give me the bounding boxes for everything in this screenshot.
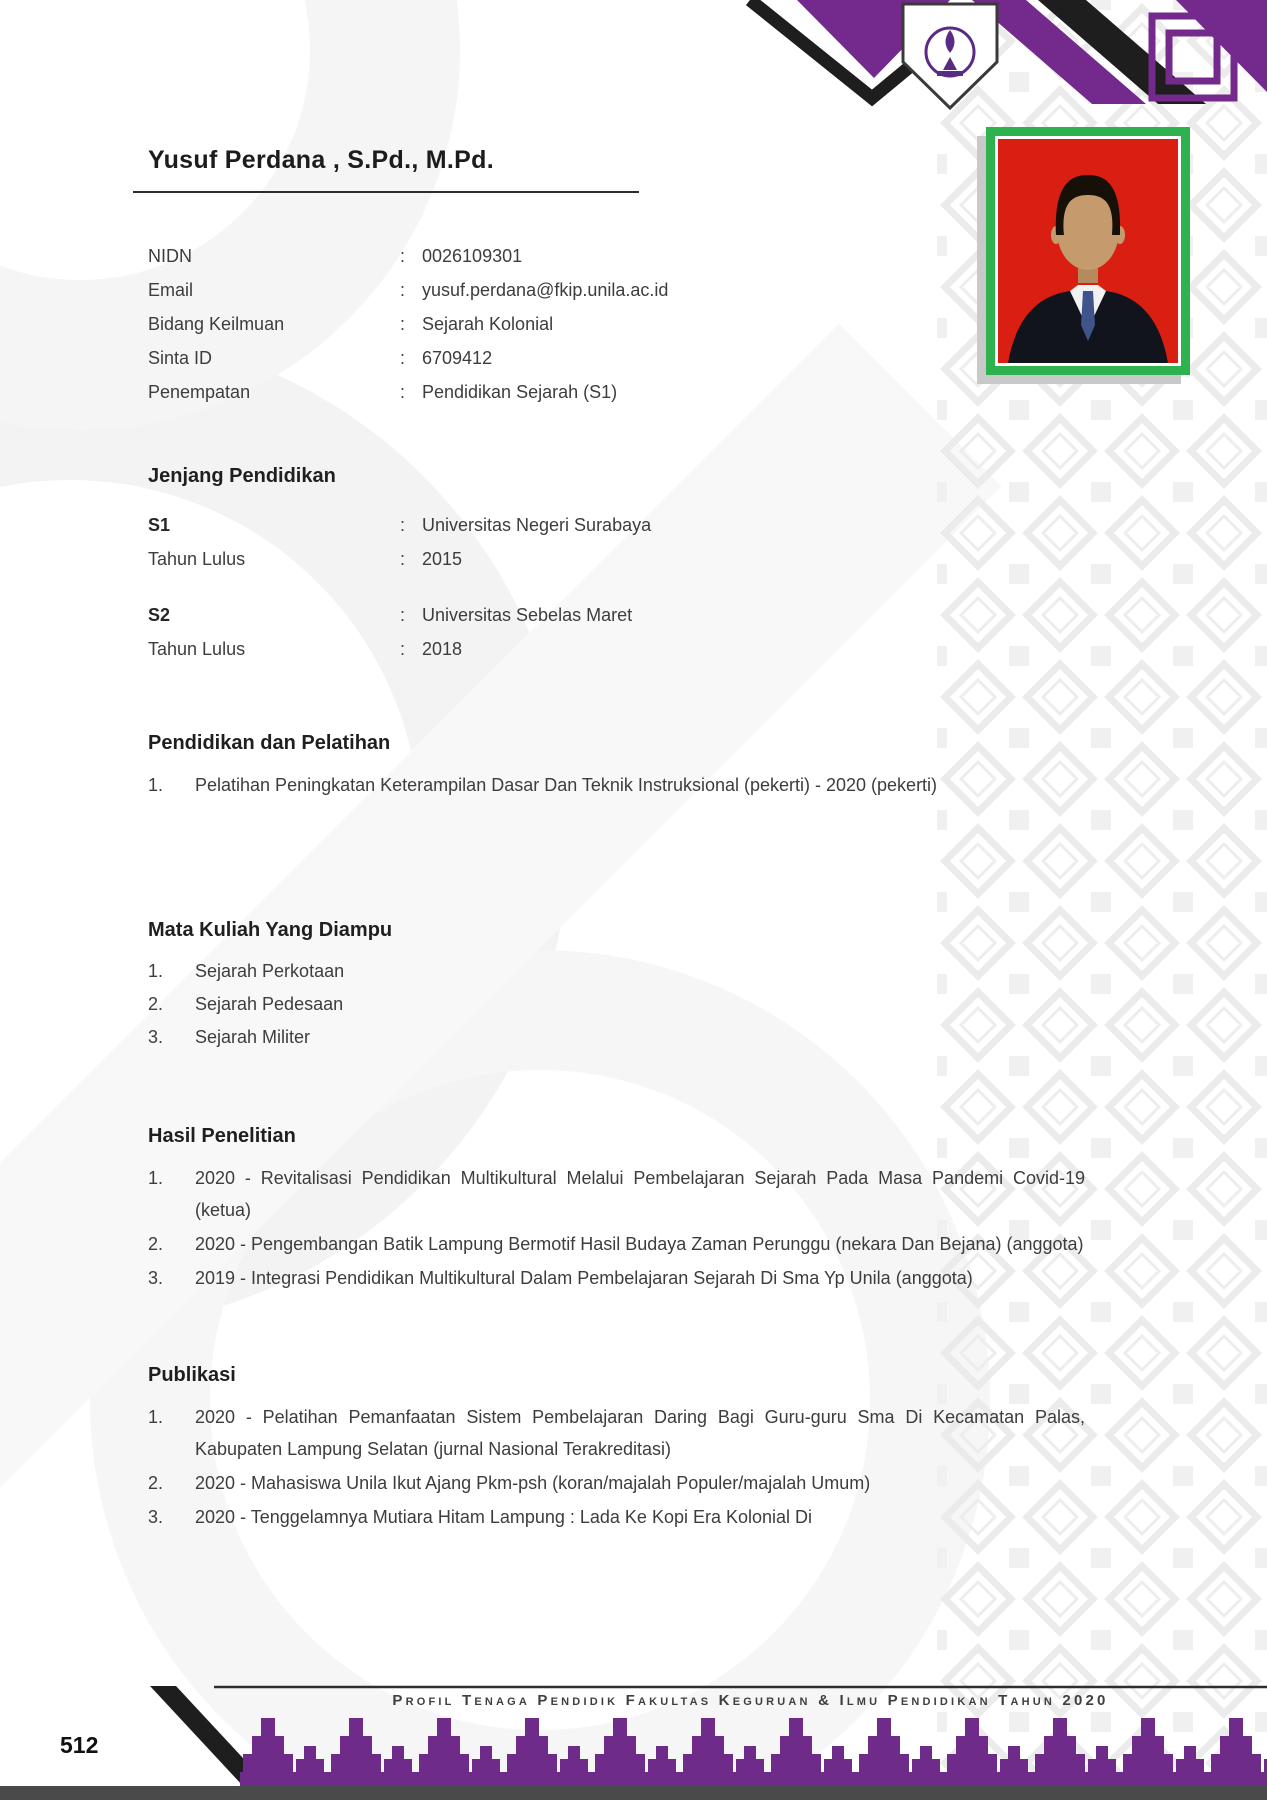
list-item-number: 2. — [148, 1234, 164, 1254]
list-item-text: 2019 - Integrasi Pendidikan Multikultural Dalam Pembelajaran Sejarah Di Sma Yp Unila (anggota) — [195, 1268, 973, 1288]
field-label: Sinta ID — [148, 348, 213, 368]
list-item-number: 1. — [148, 961, 164, 981]
title-underline — [133, 191, 639, 193]
list-item-number: 3. — [148, 1507, 164, 1527]
tumpal-pattern — [240, 1718, 1267, 1772]
bottom-dark-strip — [0, 1786, 1267, 1800]
courses-list — [148, 956, 1085, 1053]
education-year-row — [148, 632, 1085, 666]
list-item-text: Pelatihan Peningkatan Keterampilan Dasar Dan Teknik Instruksional (pekerti) - 2020 (pekerti) — [195, 775, 938, 795]
tumpal-base-band — [240, 1772, 1267, 1786]
profile-fields — [148, 239, 1085, 409]
list-item — [148, 1501, 1085, 1533]
field-colon: : — [400, 549, 406, 569]
list-item-number: 1. — [148, 1168, 164, 1188]
list-item-text: 2020 - Mahasiswa Unila Ikut Ajang Pkm-psh (koran/majalah Populer/majalah Umum) — [195, 1473, 871, 1493]
education-level-row — [148, 598, 1085, 632]
list-item-text: 2020 - Pelatihan Pemanfaatan Sistem Pembelajaran Daring Bagi Guru-guru Sma Di Kecamatan Palas, Kabupaten Lampung Selatan (jurnal Nasional Terakreditasi) — [195, 1407, 1085, 1459]
education-entry — [148, 598, 1085, 666]
field-colon: : — [400, 280, 406, 300]
field-row — [148, 341, 1085, 375]
list-item — [148, 769, 1085, 801]
field-colon: : — [400, 605, 406, 625]
list-item-number: 3. — [148, 1268, 164, 1288]
list-item-text: 2020 - Tenggelamnya Mutiara Hitam Lampung : Lada Ke Kopi Era Kolonial Di — [195, 1507, 813, 1527]
list-item-text: Sejarah Pedesaan — [195, 994, 344, 1014]
field-row — [148, 273, 1085, 307]
education-institution: Universitas Sebelas Maret — [422, 605, 633, 625]
field-value: yusuf.perdana@fkip.unila.ac.id — [422, 280, 669, 300]
section-heading: Pendidikan dan Pelatihan — [148, 732, 391, 754]
section-training — [148, 732, 1085, 801]
education-entries — [148, 508, 1085, 666]
profile-photo-frame — [986, 127, 1190, 375]
education-level-row — [148, 508, 1085, 542]
list-item — [148, 1401, 1085, 1465]
field-label: Bidang Keilmuan — [148, 314, 285, 334]
section-publications — [148, 1364, 1085, 1533]
field-colon: : — [400, 348, 406, 368]
field-colon: : — [400, 314, 406, 334]
field-colon: : — [400, 382, 406, 402]
list-item-number: 1. — [148, 775, 164, 795]
list-item — [148, 1162, 1085, 1226]
field-label: NIDN — [148, 246, 192, 266]
list-item-text: Sejarah Perkotaan — [195, 961, 345, 981]
university-shield — [903, 4, 997, 108]
list-item-text: 2020 - Revitalisasi Pendidikan Multikultural Melalui Pembelajaran Sejarah Pada Masa Pandemi Covid-19 (ketua) — [195, 1168, 1085, 1220]
list-item-number: 2. — [148, 1473, 164, 1493]
list-item-number: 3. — [148, 1027, 164, 1047]
section-heading: Hasil Penelitian — [148, 1125, 296, 1147]
publications-list — [148, 1401, 1085, 1533]
main-content — [148, 146, 1085, 1535]
field-value: Pendidikan Sejarah (S1) — [422, 382, 618, 402]
education-level: S2 — [148, 605, 171, 625]
research-list — [148, 1162, 1085, 1294]
list-item — [148, 1262, 1085, 1294]
field-colon: : — [400, 246, 406, 266]
list-item — [148, 1022, 1085, 1053]
section-education — [148, 465, 1085, 666]
list-item — [148, 989, 1085, 1020]
field-row — [148, 375, 1085, 409]
list-item-number: 2. — [148, 994, 164, 1014]
field-row — [148, 307, 1085, 341]
section-heading: Mata Kuliah Yang Diampu — [148, 919, 393, 941]
field-value: 6709412 — [422, 348, 493, 368]
field-label: Penempatan — [148, 382, 251, 402]
list-item-text: 2020 - Pengembangan Batik Lampung Bermotif Hasil Budaya Zaman Perunggu (nekara Dan Bejana) (anggota) — [195, 1234, 1084, 1254]
list-item — [148, 956, 1085, 987]
top-right-ornament — [0, 0, 1267, 160]
field-label: Email — [148, 280, 194, 300]
list-item-text: Sejarah Militer — [195, 1027, 311, 1047]
training-list — [148, 769, 1085, 801]
field-row — [148, 239, 1085, 273]
field-colon: : — [400, 515, 406, 535]
portrait-photo — [998, 139, 1178, 363]
list-item — [148, 1228, 1085, 1260]
footer-title: Profil Tenaga Pendidik Fakultas Keguruan & Ilmu Pendidikan Tahun 2020 — [392, 1692, 1109, 1709]
page-title: Yusuf Perdana , S.Pd., M.Pd. — [148, 146, 494, 174]
section-heading: Publikasi — [148, 1364, 236, 1386]
list-item — [148, 1467, 1085, 1499]
page-number: 512 — [60, 1732, 99, 1758]
field-value: Sejarah Kolonial — [422, 314, 554, 334]
education-institution: Universitas Negeri Surabaya — [422, 515, 652, 535]
education-year-label: Tahun Lulus — [148, 639, 246, 659]
education-year-row — [148, 542, 1085, 576]
education-year: 2015 — [422, 549, 463, 569]
field-colon: : — [400, 639, 406, 659]
section-research — [148, 1125, 1085, 1294]
education-year: 2018 — [422, 639, 463, 659]
list-item-number: 1. — [148, 1407, 164, 1427]
education-level: S1 — [148, 515, 171, 535]
section-courses — [148, 919, 1085, 1053]
section-heading: Jenjang Pendidikan — [148, 465, 336, 487]
field-value: 0026109301 — [422, 246, 523, 266]
education-year-label: Tahun Lulus — [148, 549, 246, 569]
education-entry — [148, 508, 1085, 576]
